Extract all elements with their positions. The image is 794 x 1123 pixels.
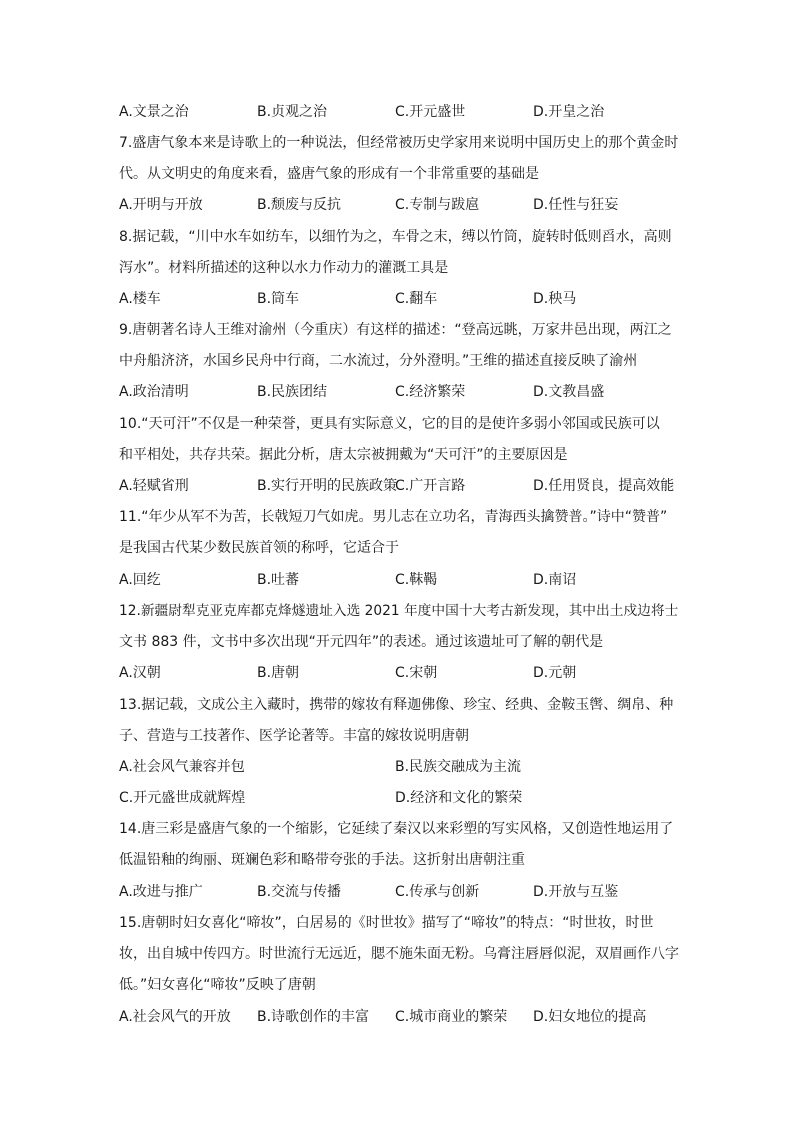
q6-option-c: C.开元盛世 <box>395 104 466 120</box>
q6-option-d: D.开皇之治 <box>533 104 605 120</box>
q13-option-b: B.民族交融成为主流 <box>395 759 522 775</box>
q11-option-a: A.回纥 <box>119 572 161 588</box>
q12-option-d: D.元朝 <box>533 665 577 681</box>
q14-stem-line-2: 低温铅釉的绚丽、斑斓色彩和略带夸张的手法。这折射出唐朝注重 <box>119 852 525 868</box>
q9-option-c: C.经济繁荣 <box>395 384 466 400</box>
q11-option-c: C.靺鞨 <box>395 572 438 588</box>
q12-stem-line-1: 12.新疆尉犁克亚克库都克烽燧遗址入选 2021 年度中国十大考古新发现，其中出土戍边将士 <box>119 603 679 619</box>
q7-stem-line-2: 代。从文明史的角度来看，盛唐气象的形成有一个非常重要的基础是 <box>119 166 539 182</box>
q9-option-b: B.民族团结 <box>257 384 328 400</box>
q12-option-b: B.唐朝 <box>257 665 300 681</box>
q9-option-d: D.文教昌盛 <box>533 384 605 400</box>
q9-stem-line-2: 中舟船济济，水国乡民舟中行商，二水流过，分外澄明。”王维的描述直接反映了渝州 <box>119 353 638 369</box>
q8-stem-line-2: 泻水”。材料所描述的这种以水力作动力的灌溉工具是 <box>119 260 449 276</box>
q13-stem-line-1: 13.据记载，文成公主入藏时，携带的嫁妆有释迦佛像、珍宝、经典、金鞍玉辔、绸帛、种 <box>119 697 674 713</box>
q11-option-b: B.吐蕃 <box>257 572 300 588</box>
q15-option-a: A.社会风气的开放 <box>119 1009 231 1025</box>
q9-stem-line-1: 9.唐朝著名诗人王维对渝州（今重庆）有这样的描述：“登高远眺，万家井邑出现，两江之 <box>119 322 672 338</box>
q14-stem-line-1: 14.唐三彩是盛唐气象的一个缩影，它延续了秦汉以来彩塑的写实风格，又创造性地运用了 <box>119 821 674 837</box>
q14-option-a: A.改进与推广 <box>119 884 203 900</box>
q8-stem-line-1: 8.据记载，“川中水车如纺车，以细竹为之，车骨之末，缚以竹筒，旋转时低则舀水，高则 <box>119 229 672 245</box>
q11-stem-line-1: 11.“年少从军不为苦，长戟短刀气如虎。男儿志在立功名，青海西头擒赞普。”诗中“赞普” <box>119 509 668 525</box>
q9-option-a: A.政治清明 <box>119 384 189 400</box>
q10-option-c: C.广开言路 <box>395 478 466 494</box>
q13-option-a: A.社会风气兼容并包 <box>119 759 245 775</box>
q13-option-d: D.经济和文化的繁荣 <box>395 790 523 806</box>
q10-stem-line-2: 和平相处，共存共荣。据此分析，唐太宗被拥戴为“天可汗”的主要原因是 <box>119 447 568 463</box>
q10-option-d: D.任用贤良，提高效能 <box>533 478 675 494</box>
q7-option-a: A.开明与开放 <box>119 197 203 213</box>
q8-option-a: A.楼车 <box>119 291 161 307</box>
q8-option-d: D.秧马 <box>533 291 577 307</box>
q10-option-a: A.轻赋省刑 <box>119 478 189 494</box>
q6-option-b: B.贞观之治 <box>257 104 328 120</box>
q13-option-c: C.开元盛世成就辉煌 <box>119 790 246 806</box>
q14-option-d: D.开放与互鉴 <box>533 884 619 900</box>
q15-stem-line-1: 15.唐朝时妇女喜化“啼妆”，白居易的《时世妆》描写了“啼妆”的特点：“时世妆，时世 <box>119 915 654 931</box>
q7-option-d: D.任性与狂妄 <box>533 197 619 213</box>
q7-option-b: B.颓废与反抗 <box>257 197 342 213</box>
q11-stem-line-2: 是我国古代某少数民族首领的称呼，它适合于 <box>119 540 399 556</box>
q7-stem-line-1: 7.盛唐气象本来是诗歌上的一种说法，但经常被历史学家用来说明中国历史上的那个黄金时 <box>119 135 679 151</box>
q15-stem-line-2: 妆，出自城中传四方。时世流行无远近，腮不施朱面无粉。乌膏注唇唇似泥，双眉画作八字 <box>119 946 679 962</box>
q14-option-c: C.传承与创新 <box>395 884 480 900</box>
q7-option-c: C.专制与跋扈 <box>395 197 480 213</box>
q15-option-d: D.妇女地位的提高 <box>533 1009 647 1025</box>
q13-stem-line-2: 子、营造与工技著作、医学论著等。丰富的嫁妆说明唐朝 <box>119 728 469 744</box>
q6-option-a: A.文景之治 <box>119 104 189 120</box>
q12-stem-line-2: 文书 883 件，文书中多次出现“开元四年”的表述。通过该遗址可了解的朝代是 <box>119 634 604 650</box>
q10-option-b: B.实行开明的民族政策 <box>257 478 398 494</box>
q15-option-b: B.诗歌创作的丰富 <box>257 1009 370 1025</box>
q15-stem-line-3: 低。”妇女喜化“啼妆”反映了唐朝 <box>119 977 316 993</box>
q12-option-c: C.宋朝 <box>395 665 438 681</box>
q14-option-b: B.交流与传播 <box>257 884 342 900</box>
q12-option-a: A.汉朝 <box>119 665 161 681</box>
q8-option-c: C.翻车 <box>395 291 438 307</box>
q10-stem-line-1: 10.“天可汗”不仅是一种荣誉，更具有实际意义，它的目的是使许多弱小邻国或民族可以 <box>119 416 660 432</box>
q8-option-b: B.筒车 <box>257 291 300 307</box>
q11-option-d: D.南诏 <box>533 572 577 588</box>
q15-option-c: C.城市商业的繁荣 <box>395 1009 508 1025</box>
